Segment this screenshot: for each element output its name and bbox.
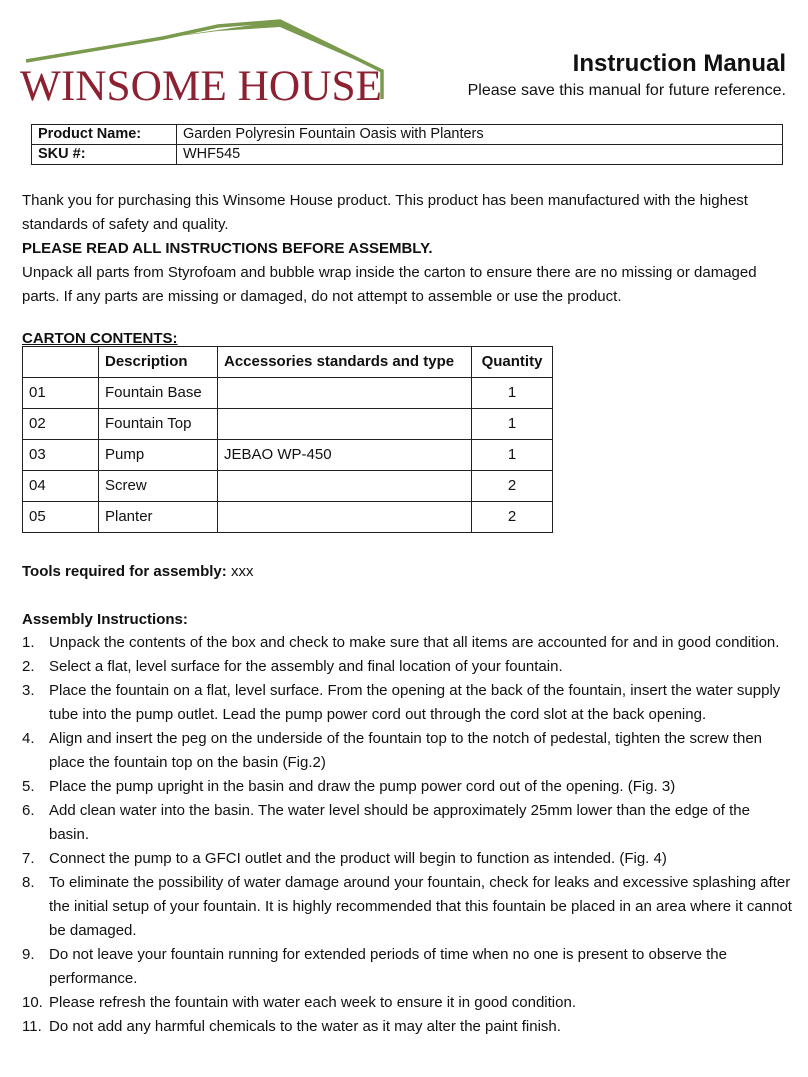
step-number: 3. bbox=[22, 682, 35, 699]
carton-row-quantity: 2 bbox=[472, 471, 553, 502]
carton-row-description: Screw bbox=[99, 471, 218, 502]
product-info-table bbox=[31, 124, 783, 165]
carton-row-no: 02 bbox=[23, 409, 99, 440]
sku-row bbox=[32, 145, 783, 165]
list-item bbox=[22, 655, 792, 679]
step-number: 11. bbox=[22, 1018, 42, 1035]
step-text: Do not leave your fountain running for extended periods of time when no one is present to observe the performance. bbox=[49, 946, 727, 987]
list-item bbox=[22, 991, 792, 1015]
sku-label: SKU #: bbox=[32, 145, 177, 165]
step-text: Place the pump upright in the basin and draw the pump power cord out of the opening. (Fig. 3) bbox=[49, 778, 676, 795]
carton-row-quantity: 1 bbox=[472, 440, 553, 471]
list-item bbox=[22, 1015, 792, 1039]
step-text: Please refresh the fountain with water each week to ensure it in good condition. bbox=[49, 994, 576, 1011]
carton-row bbox=[23, 409, 553, 440]
tools-value: xxx bbox=[230, 563, 254, 580]
carton-row bbox=[23, 378, 553, 409]
intro-warning: PLEASE READ ALL INSTRUCTIONS BEFORE ASSEMBLY. bbox=[22, 240, 433, 257]
carton-header-row bbox=[23, 347, 553, 378]
step-text: Select a flat, level surface for the assembly and final location of your fountain. bbox=[49, 658, 563, 675]
intro-unpack: Unpack all parts from Styrofoam and bubble wrap inside the carton to ensure there are no missing or damaged parts. If any parts are missing or damaged, do not attempt to assemble or use the product. bbox=[22, 264, 757, 305]
step-number: 7. bbox=[22, 850, 35, 867]
step-text: Align and insert the peg on the underside of the fountain top to the notch of pedestal, tighten the screw then place the fountain top on the basin (Fig.2) bbox=[49, 730, 762, 771]
assembly-steps-list bbox=[22, 631, 792, 1039]
carton-contents-title: CARTON CONTENTS: bbox=[22, 330, 178, 347]
step-text: To eliminate the possibility of water damage around your fountain, check for leaks and excessive splashing after the initial setup of your fountain. It is highly recommended that this fountain be placed in an area where it cannot be damaged. bbox=[49, 874, 792, 939]
list-item bbox=[22, 727, 792, 775]
carton-row-accessory: JEBAO WP-450 bbox=[218, 440, 472, 471]
step-text: Connect the pump to a GFCI outlet and the product will begin to function as intended. (Fig. 4) bbox=[49, 850, 667, 867]
step-text: Do not add any harmful chemicals to the water as it may alter the paint finish. bbox=[49, 1018, 561, 1035]
product-name-row bbox=[32, 125, 783, 145]
carton-row bbox=[23, 502, 553, 533]
step-number: 6. bbox=[22, 802, 35, 819]
carton-row-description: Pump bbox=[99, 440, 218, 471]
carton-row bbox=[23, 440, 553, 471]
house-roof-logo-icon bbox=[18, 16, 403, 108]
carton-row-description: Fountain Base bbox=[99, 378, 218, 409]
manual-subtitle: Please save this manual for future reference. bbox=[467, 82, 786, 99]
assembly-title: Assembly Instructions: bbox=[22, 611, 188, 628]
brand-logo-text: WINSOME HOUSE bbox=[20, 63, 382, 108]
step-text: Add clean water into the basin. The water level should be approximately 25mm lower than the edge of the basin. bbox=[49, 802, 750, 843]
carton-row-accessory bbox=[218, 409, 472, 440]
carton-row-quantity: 1 bbox=[472, 409, 553, 440]
step-number: 9. bbox=[22, 946, 35, 963]
carton-row-no: 05 bbox=[23, 502, 99, 533]
carton-header-description: Description bbox=[99, 347, 218, 378]
carton-row-description: Planter bbox=[99, 502, 218, 533]
carton-row-description: Fountain Top bbox=[99, 409, 218, 440]
step-number: 5. bbox=[22, 778, 35, 795]
step-number: 8. bbox=[22, 874, 35, 891]
carton-contents-table bbox=[22, 346, 553, 533]
list-item bbox=[22, 871, 792, 943]
sku-value: WHF545 bbox=[177, 145, 783, 165]
carton-row-no: 01 bbox=[23, 378, 99, 409]
carton-row-accessory bbox=[218, 471, 472, 502]
carton-row bbox=[23, 471, 553, 502]
carton-row-accessory bbox=[218, 502, 472, 533]
step-text: Place the fountain on a flat, level surface. From the opening at the back of the fountain, insert the water supply tube into the pump outlet. Lead the pump power cord out through the cord slot at the back opening. bbox=[49, 682, 781, 723]
list-item bbox=[22, 679, 792, 727]
step-number: 10. bbox=[22, 994, 43, 1011]
intro-thanks: Thank you for purchasing this Winsome House product. This product has been manufactured with the highest standards of safety and quality. bbox=[22, 192, 748, 233]
list-item bbox=[22, 775, 792, 799]
list-item bbox=[22, 631, 792, 655]
tools-required bbox=[22, 563, 253, 581]
list-item bbox=[22, 943, 792, 991]
carton-row-no: 03 bbox=[23, 440, 99, 471]
list-item bbox=[22, 847, 792, 871]
carton-header-quantity: Quantity bbox=[472, 347, 553, 378]
carton-header-accessories: Accessories standards and type bbox=[218, 347, 472, 378]
tools-label: Tools required for assembly: bbox=[22, 563, 227, 580]
step-number: 2. bbox=[22, 658, 35, 675]
brand-logo bbox=[18, 16, 403, 108]
step-number: 1. bbox=[22, 634, 35, 651]
intro-section bbox=[22, 189, 792, 309]
step-text: Unpack the contents of the box and check to make sure that all items are accounted for and in good condition. bbox=[49, 634, 780, 651]
product-name-label: Product Name: bbox=[32, 125, 177, 145]
carton-row-accessory bbox=[218, 378, 472, 409]
carton-header-no bbox=[23, 347, 99, 378]
carton-row-quantity: 1 bbox=[472, 378, 553, 409]
carton-row-quantity: 2 bbox=[472, 502, 553, 533]
step-number: 4. bbox=[22, 730, 35, 747]
list-item bbox=[22, 799, 792, 847]
product-name-value: Garden Polyresin Fountain Oasis with Planters bbox=[177, 125, 783, 145]
manual-title: Instruction Manual bbox=[572, 50, 786, 77]
carton-row-no: 04 bbox=[23, 471, 99, 502]
